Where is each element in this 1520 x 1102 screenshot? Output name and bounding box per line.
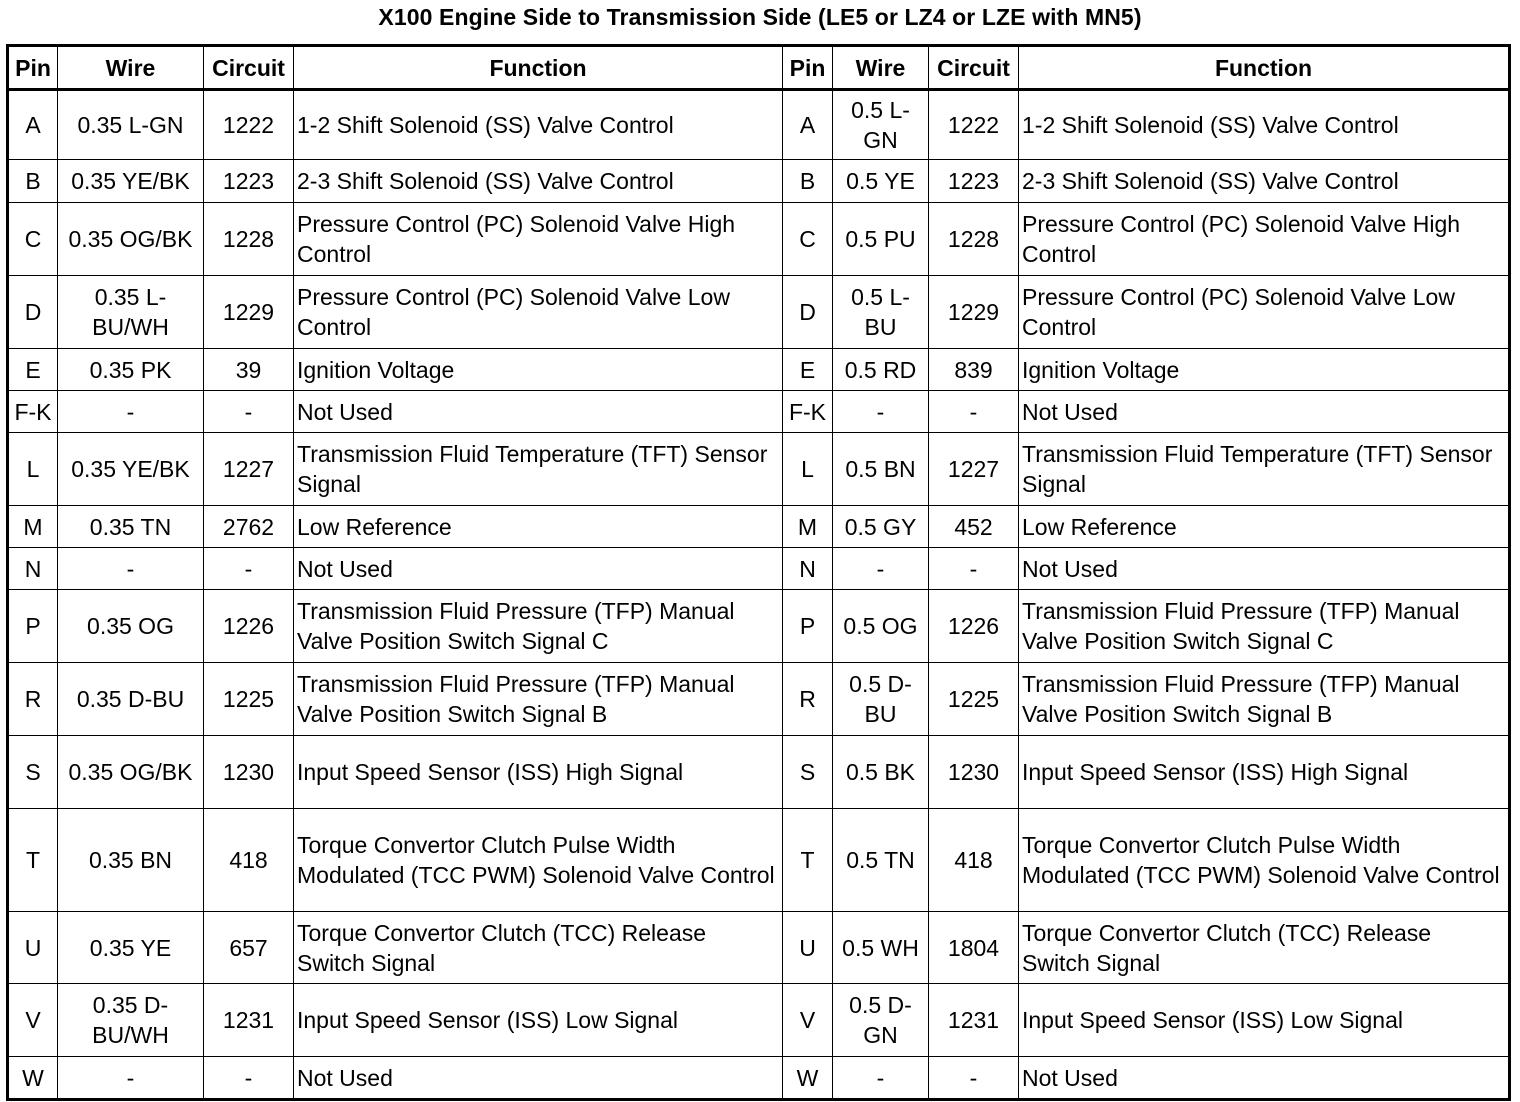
transmission-side-wire-cell: 0.5 RD — [833, 349, 929, 391]
engine-side-function-cell: Transmission Fluid Pressure (TFP) Manual Valve Position Switch Signal B — [294, 663, 783, 736]
table-row — [8, 984, 1510, 1057]
engine-side-function-cell: Transmission Fluid Temperature (TFT) Sensor Signal — [294, 433, 783, 506]
engine-side-pin-cell: M — [8, 506, 58, 548]
engine-side-circuit-cell: 39 — [204, 349, 294, 391]
table-row — [8, 506, 1510, 548]
engine-side-wire-cell: 0.35 YE — [58, 912, 204, 984]
engine-side-pin-cell: W — [8, 1057, 58, 1100]
engine-side-pin-cell: E — [8, 349, 58, 391]
engine-side-wire-cell: 0.35 OG/BK — [58, 736, 204, 809]
transmission-side-function-cell: Ignition Voltage — [1019, 349, 1510, 391]
transmission-side-function-cell: Transmission Fluid Pressure (TFP) Manual Valve Position Switch Signal B — [1019, 663, 1510, 736]
engine-side-circuit-cell: 418 — [204, 809, 294, 912]
transmission-side-wire-cell: 0.5 BN — [833, 433, 929, 506]
table-row — [8, 590, 1510, 663]
engine-side-pin-cell: B — [8, 160, 58, 203]
engine-side-circuit-cell: 1228 — [204, 203, 294, 276]
engine-side-wire-cell: 0.35 OG/BK — [58, 203, 204, 276]
engine-side-circuit-cell: 1229 — [204, 276, 294, 349]
transmission-side-pin-cell: V — [783, 984, 833, 1057]
transmission-side-circuit-cell: 1228 — [929, 203, 1019, 276]
header-wire: Wire — [58, 46, 204, 90]
transmission-side-circuit-cell: 1222 — [929, 90, 1019, 160]
transmission-side-pin-cell: C — [783, 203, 833, 276]
header-circuit: Circuit — [929, 46, 1019, 90]
transmission-side-wire-cell: 0.5 WH — [833, 912, 929, 984]
table-row — [8, 912, 1510, 984]
engine-side-pin-cell: R — [8, 663, 58, 736]
transmission-side-pin-cell: A — [783, 90, 833, 160]
engine-side-pin-cell: P — [8, 590, 58, 663]
transmission-side-function-cell: Not Used — [1019, 548, 1510, 590]
engine-side-function-cell: Transmission Fluid Pressure (TFP) Manual Valve Position Switch Signal C — [294, 590, 783, 663]
transmission-side-pin-cell: S — [783, 736, 833, 809]
transmission-side-circuit-cell: - — [929, 548, 1019, 590]
transmission-side-circuit-cell: 1225 — [929, 663, 1019, 736]
header-function: Function — [1019, 46, 1510, 90]
transmission-side-pin-cell: W — [783, 1057, 833, 1100]
engine-side-function-cell: 2-3 Shift Solenoid (SS) Valve Control — [294, 160, 783, 203]
table-row — [8, 1057, 1510, 1100]
engine-side-circuit-cell: 1222 — [204, 90, 294, 160]
transmission-side-circuit-cell: 1804 — [929, 912, 1019, 984]
transmission-side-circuit-cell: 1229 — [929, 276, 1019, 349]
engine-side-pin-cell: V — [8, 984, 58, 1057]
header-pin: Pin — [783, 46, 833, 90]
transmission-side-function-cell: Not Used — [1019, 391, 1510, 433]
transmission-side-wire-cell: 0.5 D-GN — [833, 984, 929, 1057]
transmission-side-circuit-cell: - — [929, 1057, 1019, 1100]
table-row — [8, 349, 1510, 391]
transmission-side-pin-cell: U — [783, 912, 833, 984]
table-row — [8, 548, 1510, 590]
table-row — [8, 433, 1510, 506]
transmission-side-pin-cell: N — [783, 548, 833, 590]
transmission-side-circuit-cell: 1227 — [929, 433, 1019, 506]
transmission-side-circuit-cell: - — [929, 391, 1019, 433]
engine-side-function-cell: Input Speed Sensor (ISS) High Signal — [294, 736, 783, 809]
transmission-side-function-cell: Transmission Fluid Temperature (TFT) Sensor Signal — [1019, 433, 1510, 506]
transmission-side-pin-cell: F-K — [783, 391, 833, 433]
table-row — [8, 391, 1510, 433]
transmission-side-function-cell: Torque Convertor Clutch (TCC) Release Switch Signal — [1019, 912, 1510, 984]
engine-side-wire-cell: 0.35 BN — [58, 809, 204, 912]
transmission-side-wire-cell: 0.5 PU — [833, 203, 929, 276]
transmission-side-circuit-cell: 1223 — [929, 160, 1019, 203]
transmission-side-wire-cell: - — [833, 1057, 929, 1100]
table-row — [8, 90, 1510, 160]
header-pin: Pin — [8, 46, 58, 90]
engine-side-wire-cell: 0.35 TN — [58, 506, 204, 548]
engine-side-circuit-cell: - — [204, 548, 294, 590]
engine-side-circuit-cell: 1227 — [204, 433, 294, 506]
table-row — [8, 809, 1510, 912]
page-title: X100 Engine Side to Transmission Side (LE5 or LZ4 or LZE with MN5) — [378, 4, 1142, 30]
transmission-side-circuit-cell: 839 — [929, 349, 1019, 391]
transmission-side-pin-cell: E — [783, 349, 833, 391]
engine-side-pin-cell: F-K — [8, 391, 58, 433]
engine-side-function-cell: Not Used — [294, 548, 783, 590]
transmission-side-function-cell: 2-3 Shift Solenoid (SS) Valve Control — [1019, 160, 1510, 203]
engine-side-wire-cell: 0.35 YE/BK — [58, 433, 204, 506]
table-header-row — [8, 46, 1510, 90]
engine-side-circuit-cell: - — [204, 391, 294, 433]
engine-side-wire-cell: 0.35 YE/BK — [58, 160, 204, 203]
engine-side-function-cell: Low Reference — [294, 506, 783, 548]
engine-side-function-cell: Not Used — [294, 391, 783, 433]
engine-side-function-cell: Pressure Control (PC) Solenoid Valve Low Control — [294, 276, 783, 349]
engine-side-function-cell: Ignition Voltage — [294, 349, 783, 391]
transmission-side-function-cell: Pressure Control (PC) Solenoid Valve High Control — [1019, 203, 1510, 276]
table-body — [8, 90, 1510, 1100]
engine-side-circuit-cell: 657 — [204, 912, 294, 984]
transmission-side-function-cell: Pressure Control (PC) Solenoid Valve Low Control — [1019, 276, 1510, 349]
engine-side-circuit-cell: 1230 — [204, 736, 294, 809]
engine-side-wire-cell: 0.35 L-BU/WH — [58, 276, 204, 349]
engine-side-pin-cell: U — [8, 912, 58, 984]
engine-side-function-cell: Torque Convertor Clutch (TCC) Release Switch Signal — [294, 912, 783, 984]
engine-side-function-cell: 1-2 Shift Solenoid (SS) Valve Control — [294, 90, 783, 160]
engine-side-circuit-cell: - — [204, 1057, 294, 1100]
transmission-side-wire-cell: 0.5 L-BU — [833, 276, 929, 349]
transmission-side-wire-cell: 0.5 D-BU — [833, 663, 929, 736]
engine-side-circuit-cell: 1226 — [204, 590, 294, 663]
transmission-side-pin-cell: B — [783, 160, 833, 203]
engine-side-function-cell: Not Used — [294, 1057, 783, 1100]
transmission-side-function-cell: Input Speed Sensor (ISS) Low Signal — [1019, 984, 1510, 1057]
transmission-side-function-cell: 1-2 Shift Solenoid (SS) Valve Control — [1019, 90, 1510, 160]
engine-side-function-cell: Input Speed Sensor (ISS) Low Signal — [294, 984, 783, 1057]
transmission-side-wire-cell: 0.5 TN — [833, 809, 929, 912]
header-circuit: Circuit — [204, 46, 294, 90]
transmission-side-function-cell: Torque Convertor Clutch Pulse Width Modulated (TCC PWM) Solenoid Valve Control — [1019, 809, 1510, 912]
header-wire: Wire — [833, 46, 929, 90]
transmission-side-pin-cell: T — [783, 809, 833, 912]
transmission-side-circuit-cell: 418 — [929, 809, 1019, 912]
transmission-side-wire-cell: 0.5 GY — [833, 506, 929, 548]
engine-side-pin-cell: A — [8, 90, 58, 160]
transmission-side-wire-cell: 0.5 BK — [833, 736, 929, 809]
header-function: Function — [294, 46, 783, 90]
engine-side-pin-cell: D — [8, 276, 58, 349]
table-row — [8, 276, 1510, 349]
transmission-side-pin-cell: R — [783, 663, 833, 736]
engine-side-pin-cell: L — [8, 433, 58, 506]
engine-side-pin-cell: N — [8, 548, 58, 590]
engine-side-function-cell: Pressure Control (PC) Solenoid Valve High Control — [294, 203, 783, 276]
transmission-side-function-cell: Not Used — [1019, 1057, 1510, 1100]
table-row — [8, 160, 1510, 203]
transmission-side-pin-cell: P — [783, 590, 833, 663]
engine-side-circuit-cell: 1225 — [204, 663, 294, 736]
transmission-side-circuit-cell: 1230 — [929, 736, 1019, 809]
transmission-side-wire-cell: 0.5 OG — [833, 590, 929, 663]
table-row — [8, 663, 1510, 736]
engine-side-pin-cell: C — [8, 203, 58, 276]
transmission-side-pin-cell: D — [783, 276, 833, 349]
transmission-side-function-cell: Transmission Fluid Pressure (TFP) Manual Valve Position Switch Signal C — [1019, 590, 1510, 663]
transmission-side-circuit-cell: 1226 — [929, 590, 1019, 663]
transmission-side-wire-cell: 0.5 YE — [833, 160, 929, 203]
engine-side-wire-cell: 0.35 D-BU/WH — [58, 984, 204, 1057]
connector-pinout-table — [6, 44, 1511, 1101]
engine-side-circuit-cell: 1223 — [204, 160, 294, 203]
transmission-side-pin-cell: L — [783, 433, 833, 506]
engine-side-circuit-cell: 2762 — [204, 506, 294, 548]
engine-side-wire-cell: - — [58, 1057, 204, 1100]
engine-side-pin-cell: S — [8, 736, 58, 809]
engine-side-wire-cell: 0.35 PK — [58, 349, 204, 391]
transmission-side-wire-cell: - — [833, 391, 929, 433]
table-row — [8, 736, 1510, 809]
engine-side-circuit-cell: 1231 — [204, 984, 294, 1057]
transmission-side-function-cell: Input Speed Sensor (ISS) High Signal — [1019, 736, 1510, 809]
transmission-side-wire-cell: 0.5 L-GN — [833, 90, 929, 160]
engine-side-function-cell: Torque Convertor Clutch Pulse Width Modulated (TCC PWM) Solenoid Valve Control — [294, 809, 783, 912]
engine-side-wire-cell: - — [58, 391, 204, 433]
table-row — [8, 203, 1510, 276]
engine-side-wire-cell: 0.35 D-BU — [58, 663, 204, 736]
transmission-side-circuit-cell: 1231 — [929, 984, 1019, 1057]
transmission-side-pin-cell: M — [783, 506, 833, 548]
transmission-side-circuit-cell: 452 — [929, 506, 1019, 548]
transmission-side-function-cell: Low Reference — [1019, 506, 1510, 548]
engine-side-pin-cell: T — [8, 809, 58, 912]
transmission-side-wire-cell: - — [833, 548, 929, 590]
engine-side-wire-cell: 0.35 OG — [58, 590, 204, 663]
engine-side-wire-cell: - — [58, 548, 204, 590]
engine-side-wire-cell: 0.35 L-GN — [58, 90, 204, 160]
